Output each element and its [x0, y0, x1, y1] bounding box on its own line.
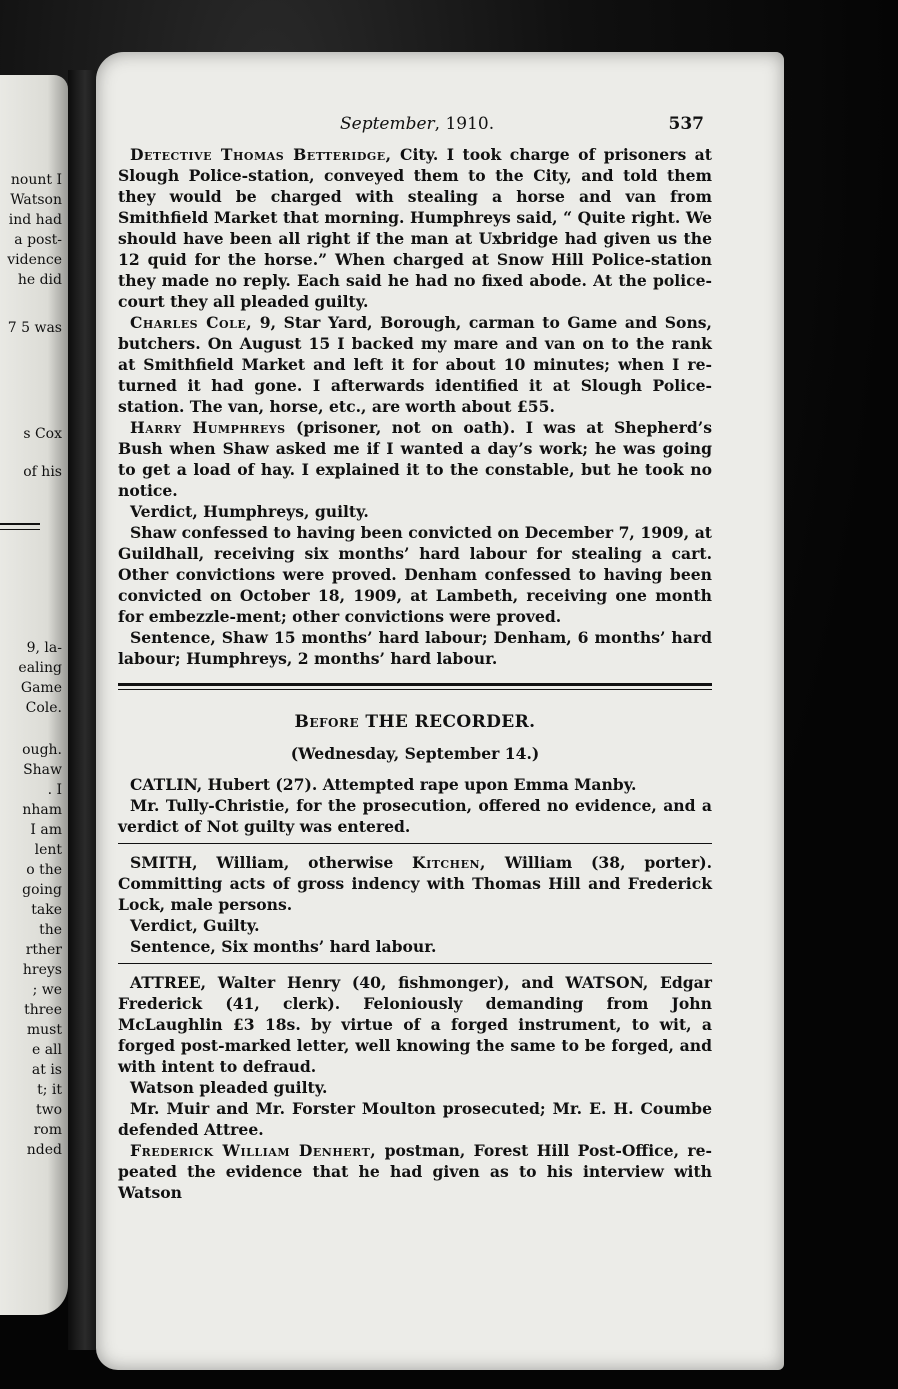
previous-page-fragment: ; we — [32, 982, 62, 998]
previous-page-fragment: he did — [17, 272, 62, 288]
case-smith-title — [118, 852, 712, 915]
case-divider — [118, 963, 712, 964]
previous-page-fragment: ind had — [8, 212, 62, 228]
previous-page-fragment: Shaw — [23, 762, 62, 778]
testimony-text: City. I took charge of prisoners at Slough Police-station, conveyed them to the City, and told them they would be charged with stealing a horse and van from Smithfield Market that morning. Humphreys said, “ Quite right. We should have been all right if the man at Uxbridge had given us the 12 quid for the horse.” When charged at Snow Hill Police-station they made no reply. Each said he had no fixed abode. At the police-court they all pleaded guilty. — [118, 145, 712, 311]
previous-page-fragment: of his — [23, 464, 62, 480]
session-date: (Wednesday, September 14.) — [290, 744, 540, 763]
case-title-part: SMITH, William, otherwise — [130, 853, 413, 872]
cole-testimony — [118, 312, 712, 417]
case-smith-sentence: Sentence, Six months’ hard labour. — [130, 937, 437, 956]
previous-page-fragment: hreys — [22, 962, 62, 978]
witness-name: Harry Humphreys — [130, 418, 286, 437]
header-month: September — [340, 114, 435, 134]
previous-page-edge — [0, 75, 68, 1315]
previous-page-fragment: Game — [20, 680, 62, 696]
previous-page-fragment: nham — [22, 802, 62, 818]
testimony-text: postman, Forest Hill Post-Office, re-peated the evidence that he had given as to his interview with Watson — [118, 1141, 713, 1202]
previous-page-fragment: three — [24, 1002, 62, 1018]
previous-page-fragment: Watson — [10, 192, 62, 208]
humphreys-testimony — [118, 417, 712, 501]
case-attree-counsel: Mr. Muir and Mr. Forster Moulton prosecuted; Mr. E. H. Coumbe defended Attree. — [118, 1099, 712, 1139]
previous-page-fragment: nded — [26, 1142, 62, 1158]
page-number: 537 — [668, 114, 704, 134]
previous-page-rule-thin — [0, 529, 40, 530]
verdict-line: Verdict, Humphreys, guilty. — [130, 502, 369, 521]
previous-page-fragment: o the — [26, 862, 62, 878]
previous-page-fragment: I am — [30, 822, 62, 838]
case-attree-title: ATTREE, Walter Henry (40, fishmonger), and WATSON, Edgar Frederick (41, clerk). Feloniously demanding from John McLaughlin £3 18s. by virtue of a forged instrument, to wit, a forged post-marked letter, well knowing the same to be forged, and with intent to defraud. — [118, 973, 712, 1076]
previous-page-rule — [0, 523, 40, 525]
case-smith-verdict: Verdict, Guilty. — [130, 916, 260, 935]
previous-page-fragment: s Cox — [23, 426, 62, 442]
alias-name: Kitchen, — [412, 853, 486, 872]
case-attree-plea: Watson pleaded guilty. — [130, 1078, 328, 1097]
previous-page-fragment: Cole. — [25, 700, 62, 716]
section-heading — [118, 712, 712, 733]
case-catlin-outcome: Mr. Tully-Christie, for the prosecution, offered no evidence, and a verdict of Not guilty was entered. — [118, 796, 712, 836]
witness-name: Detective Thomas Betteridge, — [130, 145, 392, 164]
previous-page-fragment: ealing — [18, 660, 62, 676]
previous-page-fragment: ough. — [22, 742, 62, 758]
page-text-column — [118, 100, 712, 1203]
testimony-text: (prisoner, not on oath). I was at Shepherd’s Bush when Shaw asked me if I wanted a day’s work; he was going to get a load of hay. I explained it to the constable, but he took no notice. — [118, 418, 713, 500]
previous-page-fragment: t; it — [37, 1082, 62, 1098]
running-title — [340, 114, 494, 134]
before-label: Before — [294, 712, 360, 732]
previous-page-fragment: lent — [34, 842, 62, 858]
witness-name: Charles Cole, — [130, 313, 253, 332]
previous-page-fragment: vidence — [7, 252, 62, 268]
sentence-line: Sentence, Shaw 15 months’ hard labour; Denham, 6 months’ hard labour; Humphreys, 2 months’ hard labour. — [118, 628, 712, 668]
prior-convictions: Shaw confessed to having been convicted on December 7, 1909, at Guildhall, receiving six months’ hard labour for stealing a cart. Other convictions were proved. Denham confessed to having been convicted on October 18, 1909, at Lambeth, receiving one month for embezzle-ment; other convictions were proved. — [118, 523, 712, 626]
previous-page-fragment: at is — [31, 1062, 62, 1078]
testimony-text: 9, Star Yard, Borough, carman to Game and Sons, butchers. On August 15 I backed my mare and van on to the rank at Smithfield Market and left it for about 10 minutes; when I re-turned it had gone. I afterwards identified it at Slough Police-station. The van, horse, etc., are worth about £55. — [118, 313, 712, 416]
section-divider — [118, 683, 712, 690]
previous-page-fragment: going — [22, 882, 62, 898]
case-catlin-title: CATLIN, Hubert (27). Attempted rape upon Emma Manby. — [130, 775, 637, 794]
previous-page-fragment: 7 5 was — [7, 320, 62, 336]
previous-page-fragment: nount I — [10, 172, 62, 188]
case-divider — [118, 843, 712, 844]
previous-page-fragment: rom — [33, 1122, 62, 1138]
previous-page-fragment: 9, la- — [26, 640, 62, 656]
witness-name: Frederick William Denhert, — [130, 1141, 377, 1160]
case-title-part: William (38, porter). Committing acts of gross indency with Thomas Hill and Frederick Lock, male persons. — [118, 853, 712, 914]
previous-page-fragment: e all — [31, 1042, 62, 1058]
previous-page-fragment: rther — [25, 942, 62, 958]
running-header — [118, 100, 712, 144]
denhert-testimony — [118, 1140, 712, 1203]
header-year: , 1910. — [434, 114, 495, 134]
previous-page-fragment: two — [35, 1102, 62, 1118]
previous-page-fragment: the — [39, 922, 62, 938]
betteridge-testimony — [118, 144, 712, 312]
previous-page-fragment: must — [26, 1022, 62, 1038]
previous-page-fragment: take — [31, 902, 62, 918]
previous-page-fragment: . I — [47, 782, 62, 798]
recorder-label: THE RECORDER. — [359, 712, 536, 732]
previous-page-fragment: a post- — [14, 232, 62, 248]
